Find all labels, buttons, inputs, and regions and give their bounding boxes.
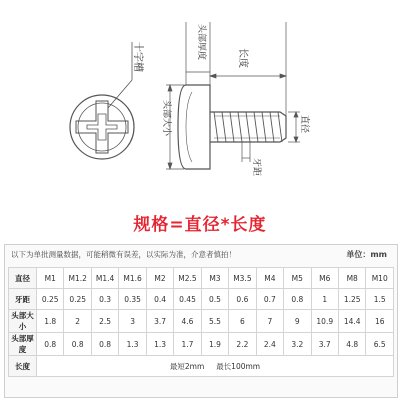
table-header-row [9,268,394,289]
measurement-note: 以下为单批测量数据，可能稍微有误差，以实际为准，介意者慎拍！ [11,250,236,259]
table-cell: 2.5 [91,310,118,333]
label-length: 长度 [237,48,248,68]
row-label: 长度 [9,356,37,377]
table-cell: 0.8 [284,289,311,310]
table-cell: 1.7 [174,333,201,356]
screw-side-view [178,85,286,169]
table-cell: 3.7 [311,333,338,356]
table-cell: 5.5 [201,310,228,333]
spec-title: 规格=直径*长度 [133,215,267,235]
table-cell: 0.8 [91,333,118,356]
pitch-dimension [242,142,250,162]
table-cell: 4.8 [338,333,365,356]
table-cell: 0.8 [37,333,64,356]
table-cell: 0.25 [64,289,91,310]
diameter-dimension [288,112,300,142]
table-cell: 3 [119,310,146,333]
screw-head-top-view [70,95,134,159]
table-cell: 6.5 [366,333,394,356]
unit-label: 单位：mm [346,250,387,259]
table-cell: 2.4 [256,333,283,356]
table-cell: 1.25 [338,289,365,310]
table-cell: 7 [256,310,283,333]
table-cell: 2 [64,310,91,333]
label-cross-slot: 十字槽 [132,42,143,72]
cross-slot-leader [108,42,132,108]
row-label: 头部厚度 [9,333,37,356]
table-cell: 3.7 [146,310,173,333]
table-cell: 14.4 [338,310,365,333]
header-cell: M4 [256,268,283,289]
table-cell: 0.4 [146,289,173,310]
table-row [9,310,394,333]
table-cell: 1 [311,289,338,310]
length-range-cell [37,356,394,377]
label-head-size: 头部大小 [161,100,171,137]
table-cell: 0.5 [201,289,228,310]
table-cell: 1.8 [37,310,64,333]
header-cell: M1.2 [64,268,91,289]
table-cell: 1.5 [366,289,394,310]
label-diameter: 直径 [299,115,309,134]
table-row [9,289,394,310]
header-cell: M2 [146,268,173,289]
table-cell: 0.25 [37,289,64,310]
table-cell: 2.2 [229,333,256,356]
table-cell: 9 [284,310,311,333]
header-cell: M1 [37,268,64,289]
table-cell: 0.45 [174,289,201,310]
label-pitch: 牙距 [251,158,261,177]
table-cell: 3.2 [284,333,311,356]
length-dimension [210,22,286,116]
table-cell: 1.9 [201,333,228,356]
table-cell: 4.6 [174,310,201,333]
spec-table-panel [4,244,398,398]
length-max: 最长100mm [216,361,261,371]
table-cell: 16 [366,310,394,333]
table-cell: 0.8 [64,333,91,356]
header-cell: M10 [366,268,394,289]
header-cell: M1.4 [91,268,118,289]
table-cell: 1.3 [119,333,146,356]
length-min: 最短2mm [169,361,205,371]
table-cell: 10.9 [311,310,338,333]
row-label: 牙距 [9,289,37,310]
table-cell: 1.3 [146,333,173,356]
table-cell: 0.7 [256,289,283,310]
table-cell: 0.3 [91,289,118,310]
table-cell: 6 [229,310,256,333]
label-head-thickness: 头部厚度 [196,24,206,61]
row-label: 头部大小 [9,310,37,333]
header-cell: M6 [311,268,338,289]
header-cell: M1.6 [119,268,146,289]
header-cell: M3.5 [229,268,256,289]
header-cell: M5 [284,268,311,289]
table-row [9,333,394,356]
header-cell: M2.5 [174,268,201,289]
header-cell: M8 [338,268,365,289]
length-row [9,356,394,377]
spec-table [8,267,394,377]
header-cell: 直径 [9,268,37,289]
table-cell: 0.6 [229,289,256,310]
table-cell: 0.35 [119,289,146,310]
header-cell: M3 [201,268,228,289]
